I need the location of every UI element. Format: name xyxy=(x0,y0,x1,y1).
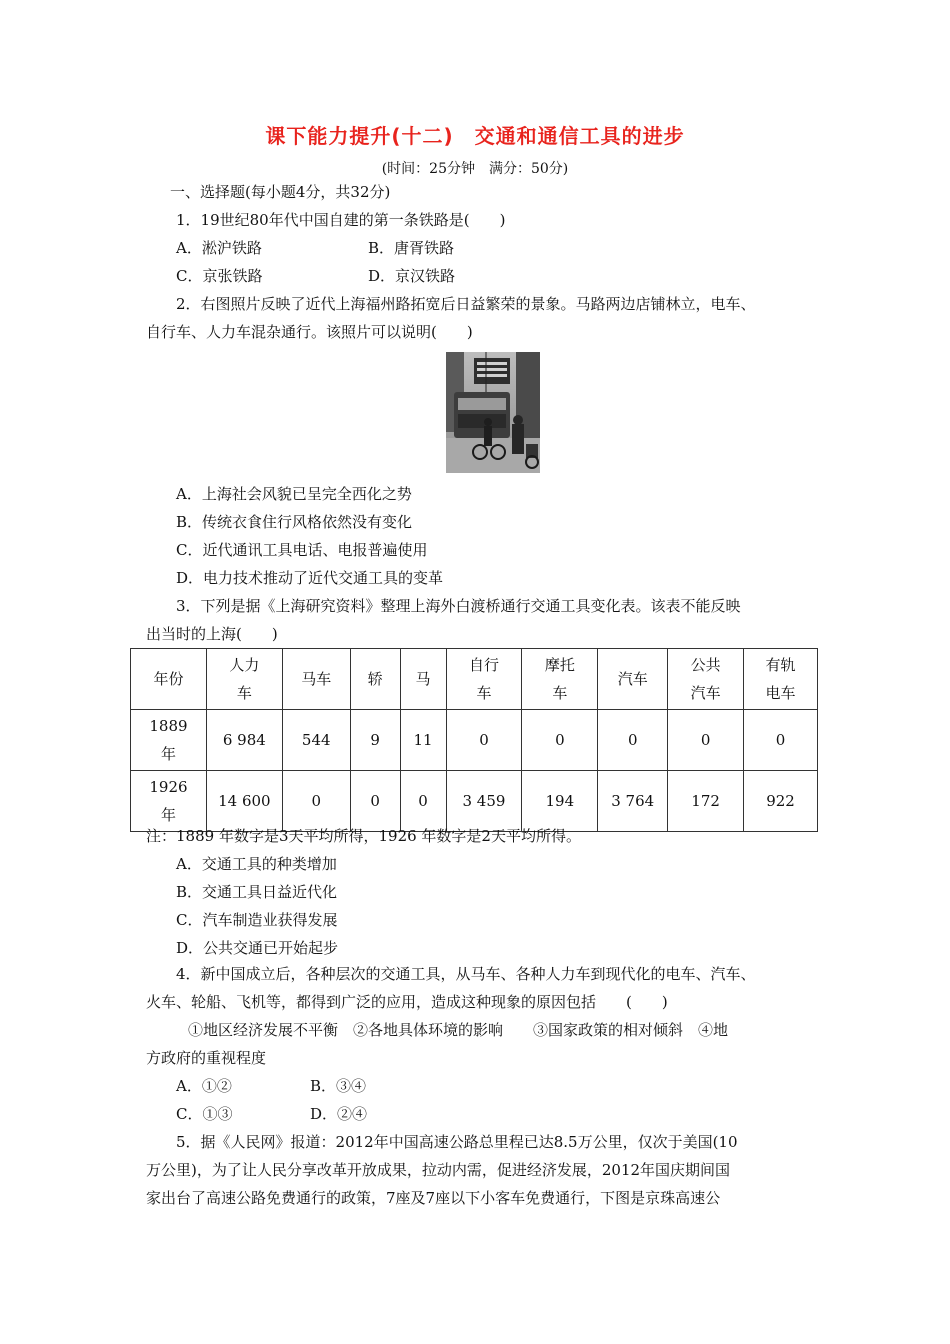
header-cell: 自行 车 xyxy=(446,649,522,710)
header-cell: 有轨 电车 xyxy=(744,649,818,710)
header-cell: 马车 xyxy=(282,649,350,710)
q1-option-c: C．京张铁路 xyxy=(176,267,263,285)
header-cell: 人力 车 xyxy=(206,649,282,710)
q2-option-a: A．上海社会风貌已呈完全西化之势 xyxy=(176,485,412,503)
header-cell: 公共 汽车 xyxy=(668,649,744,710)
q3-option-b: B．交通工具日益近代化 xyxy=(176,883,338,901)
table-header-row xyxy=(131,649,818,710)
header-cell: 轿 xyxy=(350,649,400,710)
table-cell: 194 xyxy=(522,771,598,832)
page-subtitle: (时间：25分钟 满分：50分) xyxy=(381,161,569,177)
header-cell: 摩托 车 xyxy=(522,649,598,710)
q4-stem-line2: 火车、轮船、飞机等，都得到广泛的应用，造成这种现象的原因包括 ( ) xyxy=(146,993,668,1011)
q4-stem-line1: 4．新中国成立后，各种层次的交通工具，从马车、各种人力车到现代化的电车、汽车、 xyxy=(176,965,756,983)
table-cell: 9 xyxy=(350,710,400,771)
q2-option-c: C．近代通讯工具电话、电报普遍使用 xyxy=(176,541,428,559)
table-cell: 0 xyxy=(598,710,668,771)
table-cell: 1889 年 xyxy=(131,710,207,771)
table-cell: 922 xyxy=(744,771,818,832)
table-cell: 0 xyxy=(522,710,598,771)
q2-option-b: B．传统衣食住行风格依然没有变化 xyxy=(176,513,413,531)
q5-line1: 5．据《人民网》报道：2012年中国高速公路总里程已达8.5万公里，仅次于美国(10 xyxy=(176,1133,738,1151)
table-cell: 3 459 xyxy=(446,771,522,832)
q3-stem-line2: 出当时的上海( ) xyxy=(146,625,278,643)
q5-line2: 万公里)，为了让人民分享改革开放成果，拉动内需，促进经济发展，2012年国庆期间国 xyxy=(146,1161,731,1179)
table-cell: 0 xyxy=(400,771,446,832)
q3-option-c: C．汽车制造业获得发展 xyxy=(176,911,338,929)
table-row xyxy=(131,771,818,832)
header-cell: 马 xyxy=(400,649,446,710)
q4-option-d: D．②④ xyxy=(310,1105,368,1123)
street-photo xyxy=(446,352,540,473)
q4-items-line2: 方政府的重视程度 xyxy=(146,1049,267,1067)
table-cell: 0 xyxy=(446,710,522,771)
q4-option-a: A．①② xyxy=(176,1077,232,1095)
table-cell: 1926 年 xyxy=(131,771,207,832)
page-title: 课下能力提升(十二) 交通和通信工具的进步 xyxy=(265,124,685,148)
q4-items-line1: ①地区经济发展不平衡 ②各地具体环境的影响 ③国家政策的相对倾斜 ④地 xyxy=(188,1021,729,1039)
section-heading: 一、选择题(每小题4分，共32分) xyxy=(170,183,391,201)
table-cell: 0 xyxy=(350,771,400,832)
q1-option-d: D．京汉铁路 xyxy=(368,267,456,285)
q1-option-b: B．唐胥铁路 xyxy=(368,239,455,257)
q3-stem-line1: 3．下列是据《上海研究资料》整理上海外白渡桥通行交通工具变化表。该表不能反映 xyxy=(176,597,741,615)
header-cell: 年份 xyxy=(131,649,207,710)
q2-option-d: D．电力技术推动了近代交通工具的变革 xyxy=(176,569,444,587)
q3-option-a: A．交通工具的种类增加 xyxy=(176,855,337,873)
table-note: 注：1889 年数字是3天平均所得，1926 年数字是2天平均所得。 xyxy=(146,827,581,845)
table-cell: 14 600 xyxy=(206,771,282,832)
q2-stem-line1: 2．右图照片反映了近代上海福州路拓宽后日益繁荣的景象。马路两边店铺林立，电车、 xyxy=(176,295,756,313)
q4-option-c: C．①③ xyxy=(176,1105,233,1123)
table-row xyxy=(131,710,818,771)
table-cell: 172 xyxy=(668,771,744,832)
q1-stem: 1．19世纪80年代中国自建的第一条铁路是( ) xyxy=(176,211,506,229)
transport-table xyxy=(130,648,818,832)
table-cell: 544 xyxy=(282,710,350,771)
table-cell: 0 xyxy=(744,710,818,771)
table-cell: 11 xyxy=(400,710,446,771)
q3-option-d: D．公共交通已开始起步 xyxy=(176,939,339,957)
table-cell: 0 xyxy=(668,710,744,771)
q4-option-b: B．③④ xyxy=(310,1077,367,1095)
table-cell: 0 xyxy=(282,771,350,832)
table-cell: 6 984 xyxy=(206,710,282,771)
table-cell: 3 764 xyxy=(598,771,668,832)
header-cell: 汽车 xyxy=(598,649,668,710)
q5-line3: 家出台了高速公路免费通行的政策，7座及7座以下小客车免费通行，下图是京珠高速公 xyxy=(146,1189,721,1207)
q1-option-a: A．淞沪铁路 xyxy=(176,239,262,257)
q2-stem-line2: 自行车、人力车混杂通行。该照片可以说明( ) xyxy=(146,323,473,341)
